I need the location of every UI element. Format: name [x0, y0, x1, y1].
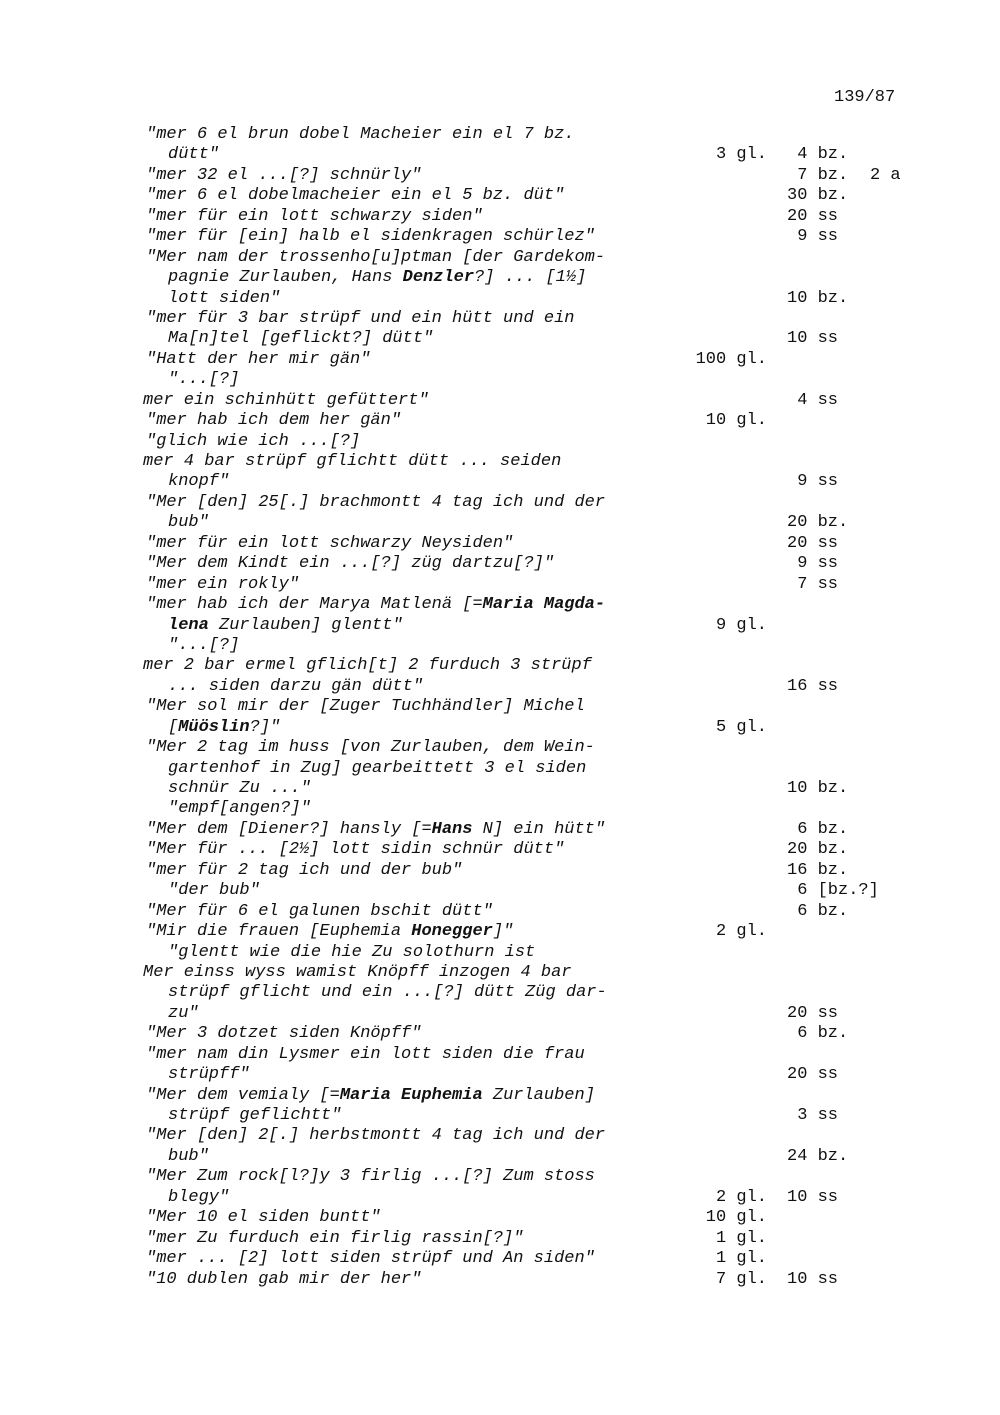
entry-text: "glich wie ich ...[?] [146, 431, 361, 451]
entry-text: dütt" [168, 145, 220, 165]
batzen-schilling-amount: 20 ss [787, 206, 839, 226]
entry-line [0, 248, 1000, 268]
entry-text: mer 2 bar ermel gflich[t] 2 furduch 3 strüpf [143, 656, 592, 676]
batzen-schilling-amount: 7 ss [787, 574, 839, 594]
entry-line [0, 718, 1000, 738]
entry-line [0, 1167, 1000, 1187]
entry-text: "Mer dem [Diener?] hansly [=Hans N] ein hütt" [146, 819, 606, 839]
entry-text: lott siden" [168, 288, 281, 308]
entry-text: "Hatt der her mir gän" [146, 349, 371, 369]
entry-line [0, 983, 1000, 1003]
entry-line [0, 391, 1000, 411]
entry-line [0, 145, 1000, 165]
batzen-schilling-amount: 4 bz. [787, 145, 849, 165]
entry-line [0, 472, 1000, 492]
gulden-amount: 3 gl. [715, 145, 767, 165]
entry-text: "Mer 2 tag im huss [von Zurlauben, dem Wein- [146, 738, 595, 758]
gulden-amount: 1 gl. [715, 1249, 767, 1269]
entry-line [0, 1024, 1000, 1044]
entry-line [0, 411, 1000, 431]
batzen-schilling-amount: 20 ss [787, 533, 839, 553]
batzen-schilling-amount: 6 bz. [787, 901, 849, 921]
entry-line [0, 677, 1000, 697]
entry-text: Ma[n]tel [geflickt?] dütt" [168, 329, 434, 349]
batzen-schilling-amount: 16 ss [787, 676, 839, 696]
entry-text: "Mer 10 el siden buntt" [146, 1208, 381, 1228]
batzen-schilling-amount: 4 ss [787, 390, 839, 410]
batzen-schilling-amount: 6 bz. [787, 819, 849, 839]
entry-line [0, 575, 1000, 595]
entry-line [0, 513, 1000, 533]
entry-text: "mer ein rokly" [146, 574, 300, 594]
entry-text: "10 dublen gab mir der her" [146, 1269, 422, 1289]
entry-line [0, 1229, 1000, 1249]
entry-text: "mer für ein lott schwarzy siden" [146, 206, 483, 226]
entry-line [0, 432, 1000, 452]
entry-text: "mer für ein lott schwarzy Neysiden" [146, 533, 514, 553]
entry-line [0, 1106, 1000, 1126]
entry-line [0, 1065, 1000, 1085]
gulden-amount: 5 gl. [715, 717, 767, 737]
entry-text: "mer 6 el dobelmacheier ein el 5 bz. düt" [146, 186, 565, 206]
entry-line [0, 963, 1000, 983]
entry-line [0, 534, 1000, 554]
batzen-schilling-amount: 9 ss [787, 227, 839, 247]
batzen-schilling-amount: 3 ss [787, 1106, 839, 1125]
entry-line [0, 861, 1000, 881]
gulden-amount: 10 gl. [705, 411, 767, 431]
entry-text: "Mer Zum rock[l?]y 3 firlig ...[?] Zum stoss [146, 1167, 595, 1187]
entry-line [0, 1249, 1000, 1269]
entry-text: "mer Zu furduch ein firlig rassin[?]" [146, 1228, 524, 1248]
entry-text: mer 4 bar strüpf gflichtt dütt ... seiden [143, 452, 562, 471]
entry-text: "...[?] [168, 635, 240, 655]
margin-note: 2 a [870, 165, 901, 185]
entry-text: blegy" [168, 1187, 230, 1207]
batzen-schilling-amount: 6 [bz.?] [787, 881, 879, 901]
gulden-amount: 9 gl. [715, 615, 767, 635]
batzen-schilling-amount: 7 bz. [787, 165, 849, 185]
batzen-schilling-amount: 10 ss [787, 1187, 839, 1207]
entry-text: "Mer nam der trossenho[u]ptman [der Gardekom- [146, 247, 606, 267]
entry-line [0, 902, 1000, 922]
entry-text: Mer einss wyss wamist Knöpff inzogen 4 bar [143, 962, 572, 982]
entry-text: "glentt wie die hie Zu solothurn ist [168, 942, 536, 962]
entry-text: "Mer für ... [2½] lott sidin schnür dütt" [146, 840, 565, 860]
entry-text: "...[?] [168, 370, 240, 390]
batzen-schilling-amount: 20 bz. [787, 513, 849, 533]
entry-text: [Müöslin?]" [168, 717, 281, 737]
entry-text: "Mer 3 dotzet siden Knöpff" [146, 1024, 422, 1044]
gulden-amount: 10 gl. [705, 1208, 767, 1228]
entry-line [0, 840, 1000, 860]
batzen-schilling-amount: 30 bz. [787, 186, 849, 206]
entry-text: "mer hab ich der Marya Matlenä [=Maria Magda- [146, 595, 606, 615]
entry-line [0, 289, 1000, 309]
entry-line [0, 881, 1000, 901]
entry-text: ... siden darzu gän dütt" [168, 676, 424, 696]
batzen-schilling-amount: 16 bz. [787, 860, 849, 880]
entry-line [0, 227, 1000, 247]
entry-text: strüpff" [168, 1065, 250, 1085]
entry-line [0, 350, 1000, 370]
entry-text: "mer nam din Lysmer ein lott siden die frau [146, 1044, 585, 1064]
entry-line [0, 595, 1000, 615]
entry-line [0, 329, 1000, 349]
entry-line [0, 636, 1000, 656]
entry-text: bub" [168, 513, 209, 533]
entry-line [0, 616, 1000, 636]
entry-line [0, 309, 1000, 329]
batzen-schilling-amount: 20 bz. [787, 840, 849, 860]
entry-line [0, 759, 1000, 779]
entry-line [0, 452, 1000, 472]
entry-line [0, 1045, 1000, 1065]
entry-text: bub" [168, 1146, 209, 1166]
entry-text: schnür Zu ..." [168, 779, 311, 798]
entry-line [0, 1126, 1000, 1146]
transcription-body [0, 125, 1000, 1290]
entry-text: "mer ... [2] lott siden strüpf und An siden" [146, 1249, 595, 1269]
batzen-schilling-amount: 9 ss [787, 554, 839, 574]
entry-line [0, 186, 1000, 206]
batzen-schilling-amount: 10 bz. [787, 779, 849, 798]
entry-line [0, 943, 1000, 963]
batzen-schilling-amount: 6 bz. [787, 1024, 849, 1044]
entry-text: "Mir die frauen [Euphemia Honegger]" [146, 922, 514, 942]
entry-line [0, 799, 1000, 819]
gulden-amount: 2 gl. [715, 922, 767, 942]
entry-text: mer ein schinhütt gefüttert" [143, 390, 429, 410]
batzen-schilling-amount: 20 ss [787, 1003, 839, 1023]
entry-text: "mer für 2 tag ich und der bub" [146, 860, 463, 880]
entry-text: "empf[angen?]" [168, 799, 311, 819]
entry-line [0, 697, 1000, 717]
batzen-schilling-amount: 20 ss [787, 1065, 839, 1085]
page-number: 139/87 [834, 88, 896, 107]
entry-line [0, 370, 1000, 390]
entry-text: "mer für [ein] halb el sidenkragen schürlez" [146, 227, 595, 247]
entry-text: gartenhof in Zug] gearbeittett 3 el siden [168, 758, 587, 778]
entry-line [0, 166, 1000, 186]
entry-text: "mer 32 el ...[?] schnürly" [146, 165, 422, 185]
entry-line [0, 1086, 1000, 1106]
batzen-schilling-amount: 10 ss [787, 329, 839, 349]
entry-line [0, 656, 1000, 676]
entry-line [0, 125, 1000, 145]
entry-line [0, 268, 1000, 288]
batzen-schilling-amount: 24 bz. [787, 1146, 849, 1166]
entry-line [0, 1004, 1000, 1024]
entry-line [0, 779, 1000, 799]
entry-text: lena Zurlauben] glentt" [168, 615, 403, 635]
gulden-amount: 2 gl. [715, 1187, 767, 1207]
entry-line [0, 1270, 1000, 1290]
gulden-amount: 100 gl. [695, 349, 767, 369]
entry-line [0, 207, 1000, 227]
batzen-schilling-amount: 9 ss [787, 472, 839, 492]
entry-text: strüpf geflichtt" [168, 1106, 342, 1125]
batzen-schilling-amount: 10 ss [787, 1269, 839, 1289]
entry-text: "Mer [den] 25[.] brachmontt 4 tag ich und der [146, 492, 606, 512]
entry-line [0, 554, 1000, 574]
entry-text: "Mer sol mir der [Zuger Tuchhändler] Michel [146, 697, 585, 717]
gulden-amount: 7 gl. [715, 1269, 767, 1289]
entry-text: "mer 6 el brun dobel Macheier ein el 7 bz. [146, 125, 575, 144]
entry-text: pagnie Zurlauben, Hans Denzler?] ... [1½] [168, 268, 587, 288]
entry-text: "Mer dem Kindt ein ...[?] züg dartzu[?]" [146, 554, 555, 574]
entry-text: "Mer [den] 2[.] herbstmontt 4 tag ich und der [146, 1126, 606, 1146]
entry-line [0, 493, 1000, 513]
entry-line [0, 820, 1000, 840]
entry-line [0, 922, 1000, 942]
gulden-amount: 1 gl. [715, 1228, 767, 1248]
entry-text: zu" [168, 1003, 199, 1023]
entry-text: "Mer für 6 el galunen bschit dütt" [146, 901, 493, 921]
entry-text: strüpf gflicht und ein ...[?] dütt Züg dar- [168, 983, 607, 1003]
entry-text: "mer für 3 bar strüpf und ein hütt und ein [146, 308, 575, 328]
entry-text: "der bub" [168, 881, 260, 901]
batzen-schilling-amount: 10 bz. [787, 288, 849, 308]
entry-line [0, 1188, 1000, 1208]
entry-line [0, 1208, 1000, 1228]
entry-text: knopf" [168, 472, 230, 492]
entry-text: "Mer dem vemialy [=Maria Euphemia Zurlauben] [146, 1085, 595, 1105]
entry-text: "mer hab ich dem her gän" [146, 411, 402, 431]
entry-line [0, 738, 1000, 758]
entry-line [0, 1147, 1000, 1167]
